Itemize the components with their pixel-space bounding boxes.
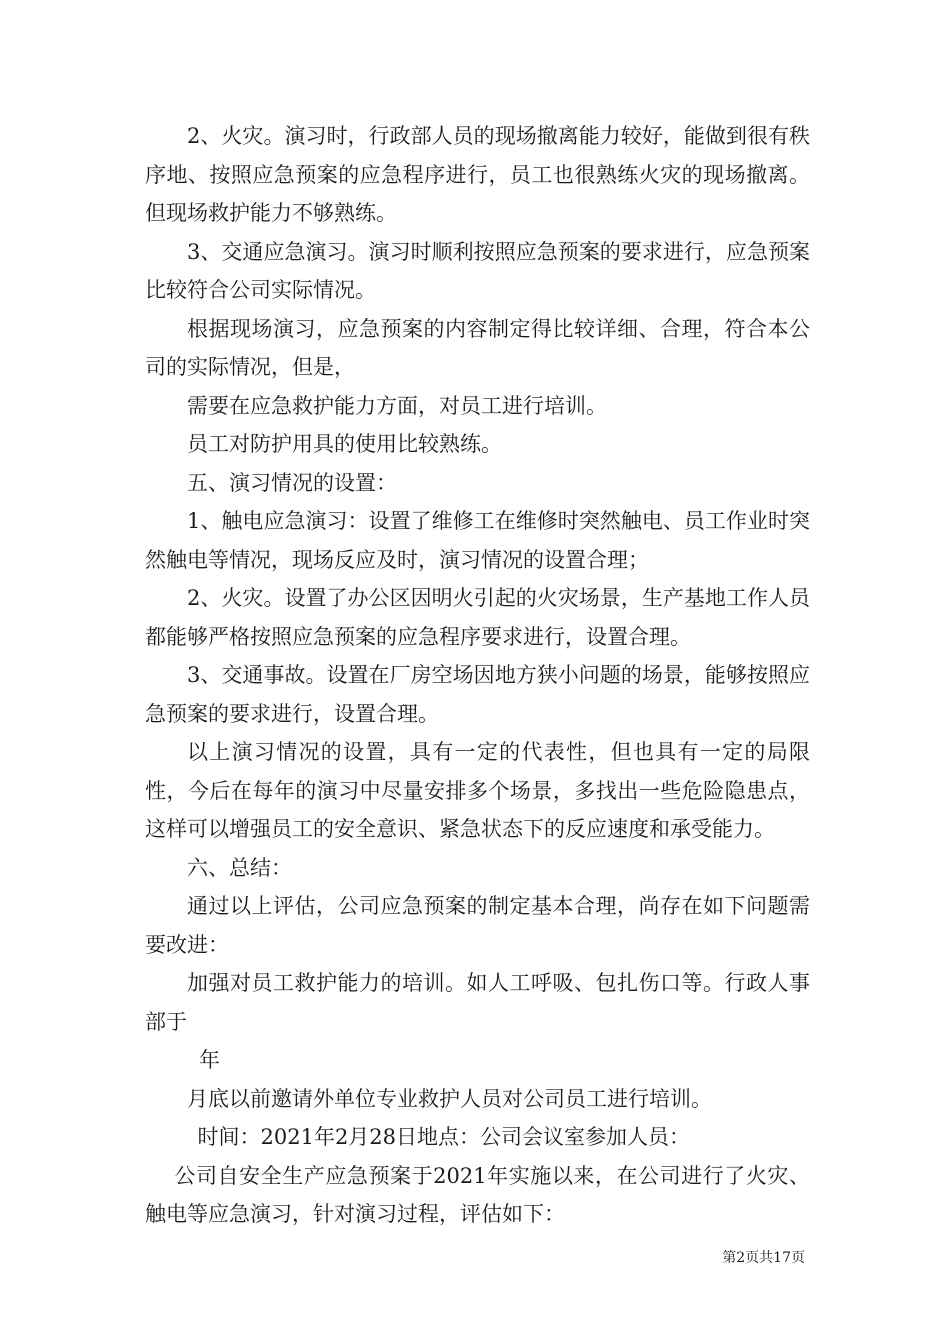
paragraph-traffic-drill: 3、交通应急演习。演习时顺利按照应急预案的要求进行，应急预案比较符合公司实际情况。 (145, 239, 810, 302)
paragraph-fire-setup: 2、火灾。设置了办公区因明火引起的火灾场景，生产基地工作人员都能够严格按照应急预案的应急程序要求进行，设置合理。 (145, 586, 810, 649)
paragraph-year: 年 (199, 1048, 220, 1072)
paragraph-drill-summary: 根据现场演习，应急预案的内容制定得比较详细、合理，符合本公司的实际情况，但是， (145, 316, 810, 379)
paragraph-electric-shock-setup: 1、触电应急演习：设置了维修工在维修时突然触电、员工作业时突然触电等情况，现场反应及时，演习情况的设置合理； (145, 509, 810, 572)
page-number-footer: 第2页共17页 (722, 1250, 805, 1266)
section-heading-five: 五、演习情况的设置： (187, 470, 397, 495)
paragraph-protective-gear: 员工对防护用具的使用比较熟练。 (187, 432, 502, 456)
paragraph-conclusion: 通过以上评估，公司应急预案的制定基本合理，尚存在如下问题需要改进： (145, 894, 810, 957)
paragraph-training-need: 需要在应急救护能力方面，对员工进行培训。 (187, 393, 607, 418)
paragraph-fire-drill: 2、火灾。演习时，行政部人员的现场撤离能力较好，能做到很有秩序地、按照应急预案的应急程序进行，员工也很熟练火灾的现场撤离。但现场救护能力不够熟练。 (145, 124, 810, 225)
paragraph-month-training: 月底以前邀请外单位专业救护人员对公司员工进行培训。 (187, 1086, 712, 1111)
paragraph-setup-review: 以上演习情况的设置，具有一定的代表性，但也具有一定的局限性，今后在每年的演习中尽量安排多个场景，多找出一些危险隐患点，这样可以增强员工的安全意识、紧急状态下的反应速度和承受能力。 (145, 740, 810, 841)
paragraph-training-plan: 加强对员工救护能力的培训。如人工呼吸、包扎伤口等。行政人事部于 (145, 971, 810, 1034)
document-body (145, 117, 810, 1234)
paragraph-traffic-setup: 3、交通事故。设置在厂房空场因地方狭小问题的场景，能够按照应急预案的要求进行，设置合理。 (145, 663, 810, 726)
section-heading-six: 六、总结： (187, 855, 292, 880)
paragraph-meeting-info: 时间：2021年2月28日地点：公司会议室参加人员： (197, 1125, 691, 1149)
paragraph-intro: 公司自安全生产应急预案于2021年实施以来，在公司进行了火灾、触电等应急演习，针对演习过程，评估如下： (145, 1163, 810, 1226)
